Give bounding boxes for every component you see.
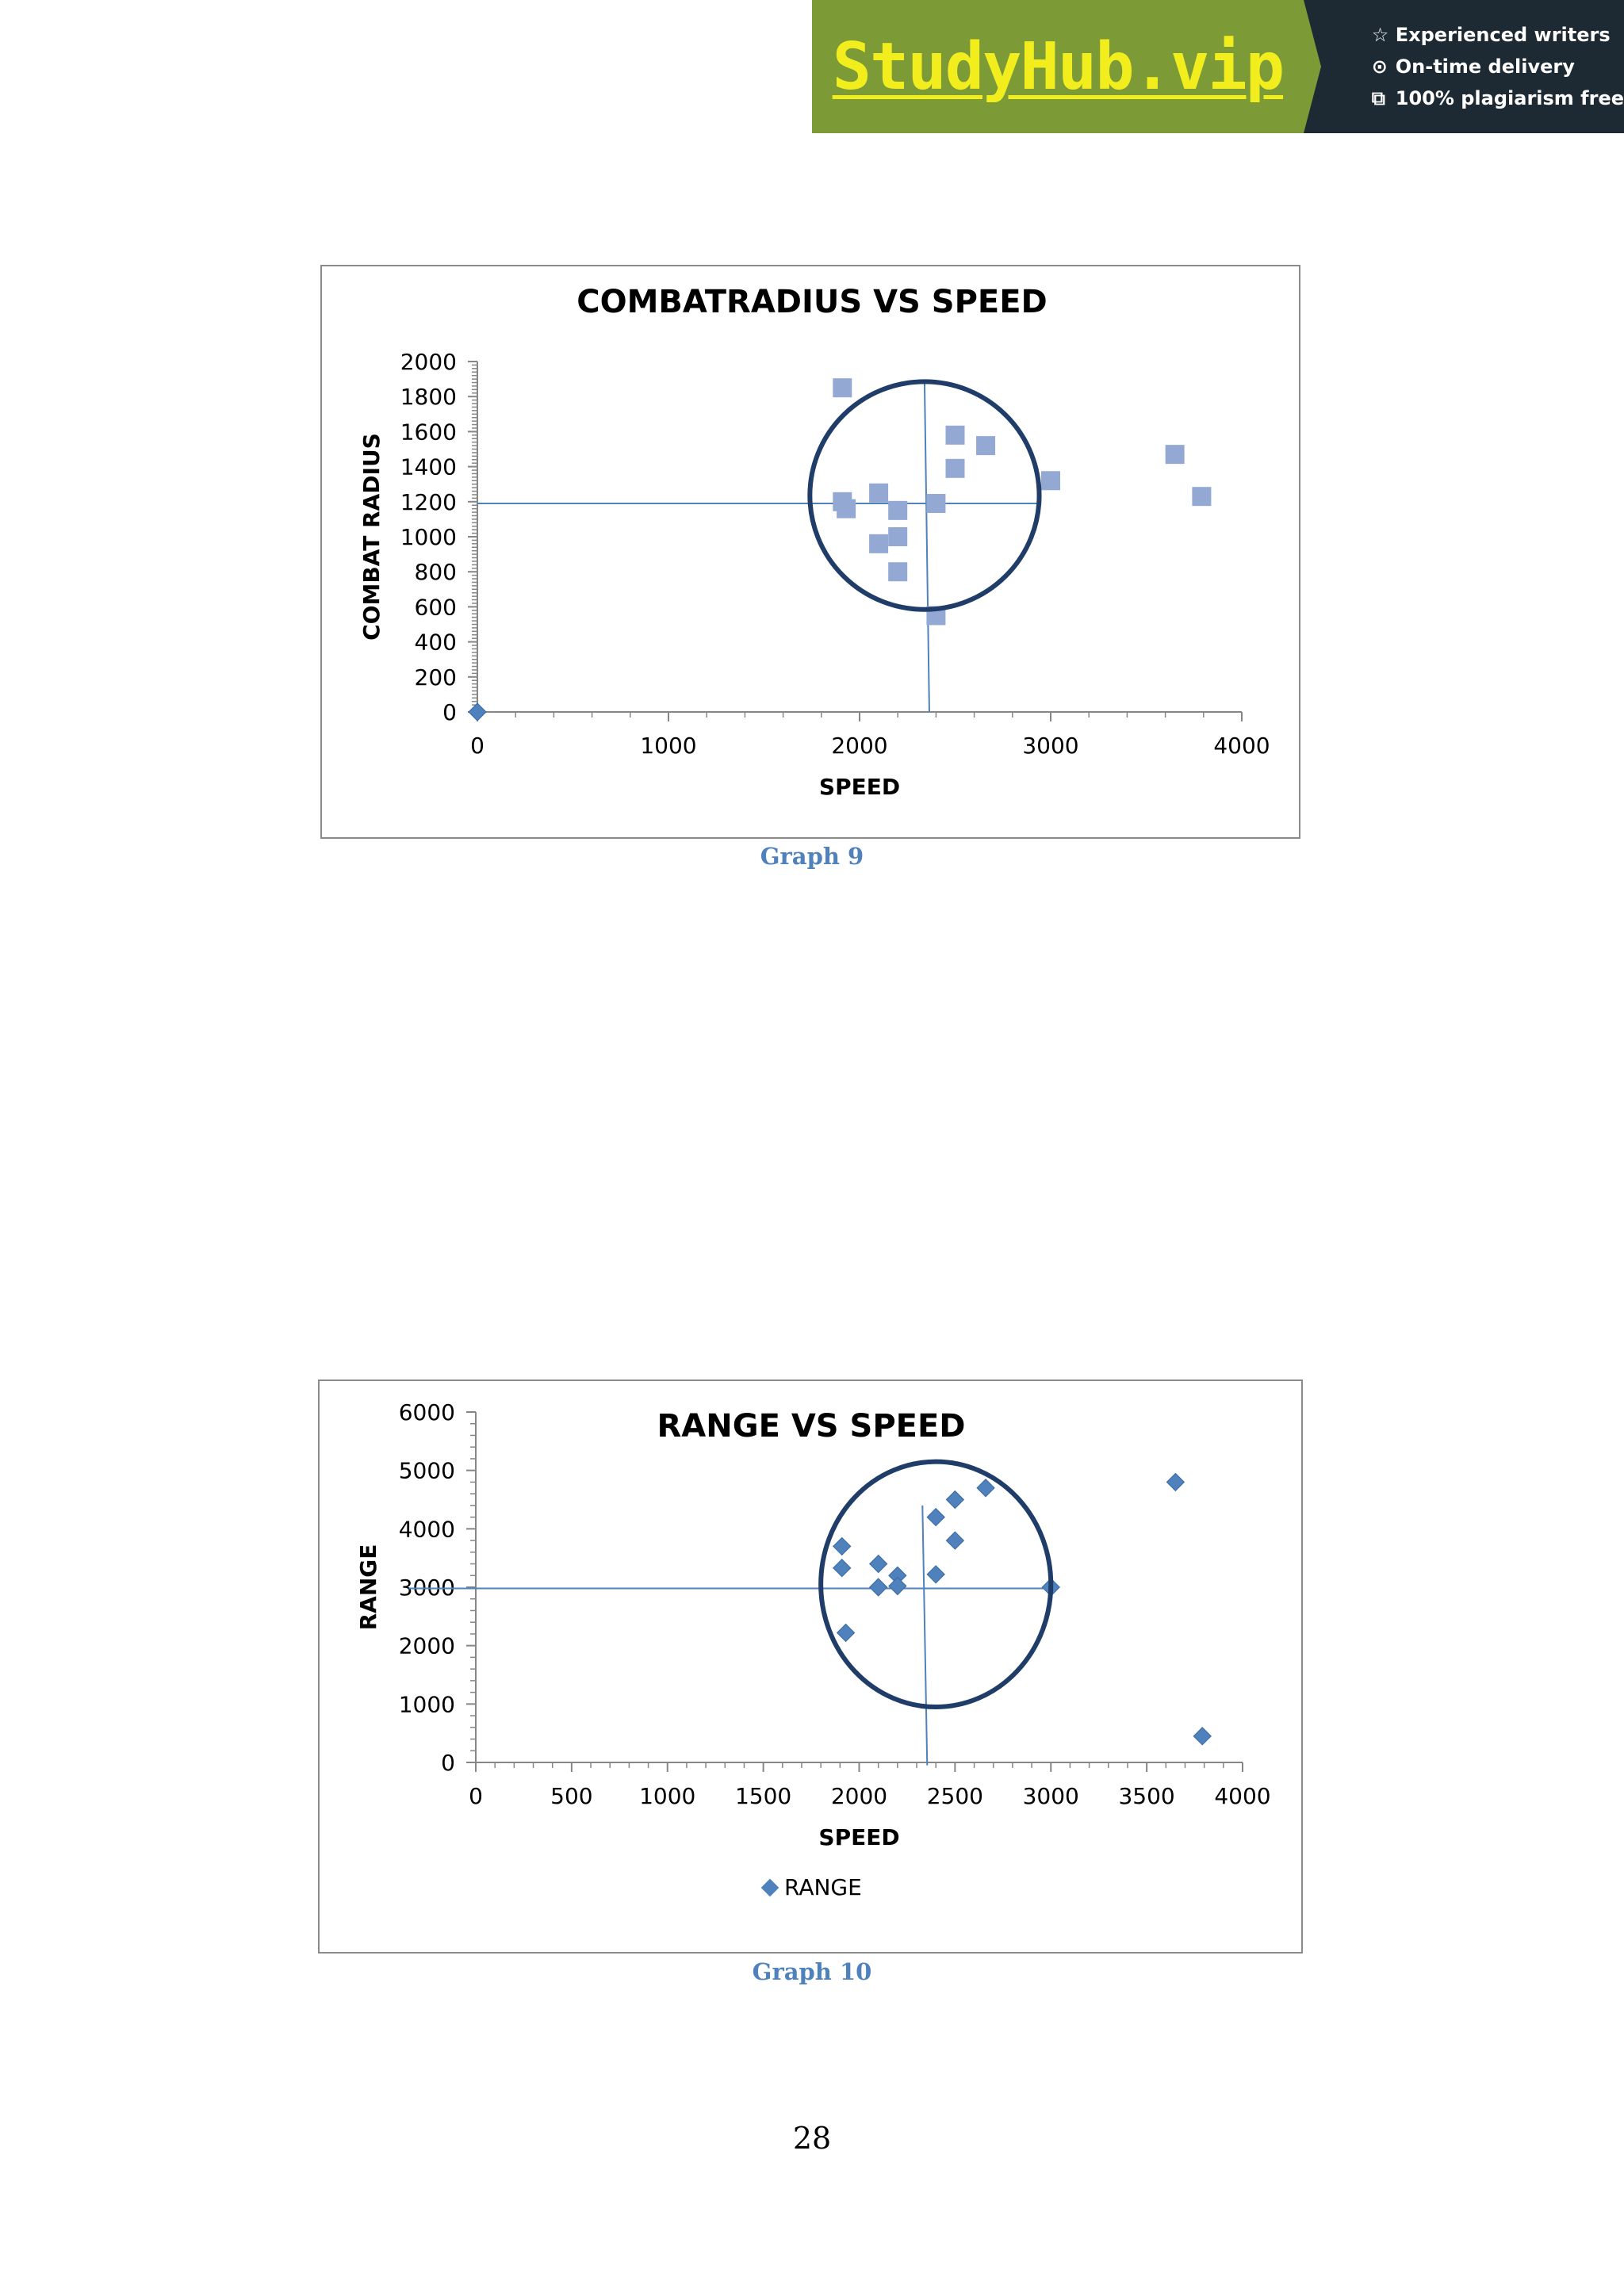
data-point-diamond — [927, 1566, 944, 1583]
data-point-square — [888, 562, 907, 581]
feature-item — [1372, 55, 1624, 78]
feature-item — [1372, 24, 1624, 46]
data-point-diamond — [946, 1532, 963, 1549]
y-tick-label: 600 — [414, 594, 457, 621]
y-tick-label: 6000 — [398, 1399, 455, 1425]
scatter-plot-1 — [322, 266, 1302, 840]
y-axis-title: RANGE — [355, 1544, 381, 1631]
y-tick-label: 5000 — [398, 1457, 455, 1484]
data-point-square — [869, 534, 888, 553]
x-tick-label: 0 — [470, 733, 485, 759]
feature-text: 100% plagiarism free — [1395, 87, 1624, 109]
x-tick-label: 2000 — [831, 733, 888, 759]
y-tick-label: 2000 — [398, 1632, 455, 1659]
y-tick-label: 1400 — [400, 453, 457, 480]
chart-combat-radius-vs-speed — [320, 265, 1300, 839]
y-tick-label: 1800 — [400, 384, 457, 411]
chart-title: RANGE VS SPEED — [657, 1408, 966, 1445]
x-tick-label: 3500 — [1118, 1783, 1175, 1809]
brand-logo[interactable] — [812, 0, 1304, 133]
data-point-diamond — [469, 703, 486, 721]
data-point-diamond — [946, 1491, 963, 1509]
clock-icon: ⊙ — [1371, 55, 1388, 78]
chart-title: COMBATRADIUS VS SPEED — [576, 284, 1048, 320]
y-tick-label: 800 — [414, 559, 457, 586]
legend-diamond-icon — [761, 1878, 779, 1896]
x-tick-label: 2000 — [830, 1783, 888, 1809]
x-axis-title: SPEED — [818, 774, 901, 800]
x-tick-label: 3000 — [1022, 1783, 1079, 1809]
data-point-diamond — [837, 1624, 855, 1641]
y-tick-label: 3000 — [398, 1575, 455, 1601]
vertical-reference-line — [925, 383, 929, 712]
data-point-square — [976, 436, 995, 455]
copy-icon: ⧉ — [1371, 87, 1385, 109]
chart-range-vs-speed — [318, 1380, 1303, 1954]
data-point-diamond — [833, 1537, 851, 1555]
data-point-diamond — [889, 1578, 906, 1595]
star-icon: ☆ — [1371, 24, 1389, 46]
data-point-diamond — [870, 1556, 887, 1573]
x-tick-label: 3000 — [1022, 733, 1079, 759]
data-point-square — [869, 484, 888, 503]
feature-list — [1304, 0, 1624, 133]
data-point-diamond — [1166, 1473, 1184, 1490]
data-point-square — [1166, 445, 1185, 464]
legend-label: RANGE — [784, 1874, 862, 1900]
data-point-square — [1041, 471, 1060, 490]
data-point-square — [888, 501, 907, 520]
studyhub-banner[interactable] — [812, 0, 1624, 133]
y-tick-label: 0 — [441, 1750, 455, 1776]
data-point-square — [946, 459, 965, 478]
y-tick-label: 400 — [414, 629, 457, 656]
y-axis-title: COMBAT RADIUS — [358, 433, 385, 641]
page-number: 28 — [792, 2121, 832, 2156]
caption-graph-9: Graph 9 — [760, 843, 864, 870]
y-tick-label: 0 — [442, 699, 457, 725]
data-point-diamond — [833, 1559, 851, 1577]
data-point-diamond — [1193, 1728, 1211, 1745]
x-tick-label: 4000 — [1213, 733, 1270, 759]
data-point-diamond — [870, 1578, 887, 1596]
data-point-square — [926, 494, 945, 513]
x-tick-label: 1000 — [639, 1783, 696, 1809]
x-tick-label: 1500 — [734, 1783, 792, 1809]
y-tick-label: 1200 — [400, 488, 457, 515]
y-tick-label: 2000 — [400, 349, 457, 375]
x-axis-title: SPEED — [818, 1824, 900, 1850]
data-point-square — [888, 527, 907, 546]
y-tick-label: 1000 — [398, 1691, 455, 1718]
data-point-square — [833, 378, 852, 397]
data-point-square — [837, 499, 856, 519]
x-tick-label: 1000 — [640, 733, 697, 759]
x-tick-label: 500 — [550, 1783, 593, 1809]
highlight-circle — [821, 1462, 1051, 1707]
y-tick-label: 1000 — [400, 524, 457, 550]
scatter-plot-2 — [320, 1381, 1304, 1955]
vertical-reference-line — [922, 1506, 927, 1766]
feature-text: Experienced writers — [1395, 24, 1611, 46]
caption-graph-10: Graph 10 — [752, 1958, 872, 1985]
feature-text: On-time delivery — [1395, 55, 1575, 78]
feature-item — [1372, 87, 1624, 109]
y-tick-label: 4000 — [398, 1516, 455, 1543]
x-tick-label: 4000 — [1214, 1783, 1271, 1809]
brand-name: StudyHub.vip — [832, 29, 1284, 105]
y-tick-label: 200 — [414, 664, 457, 691]
data-point-square — [946, 426, 965, 445]
x-tick-label: 2500 — [926, 1783, 984, 1809]
data-point-diamond — [927, 1509, 944, 1526]
data-point-square — [1192, 487, 1211, 506]
y-tick-label: 1600 — [400, 419, 457, 446]
data-point-diamond — [977, 1479, 994, 1497]
x-tick-label: 0 — [469, 1783, 483, 1809]
chart-legend — [764, 1874, 862, 1900]
